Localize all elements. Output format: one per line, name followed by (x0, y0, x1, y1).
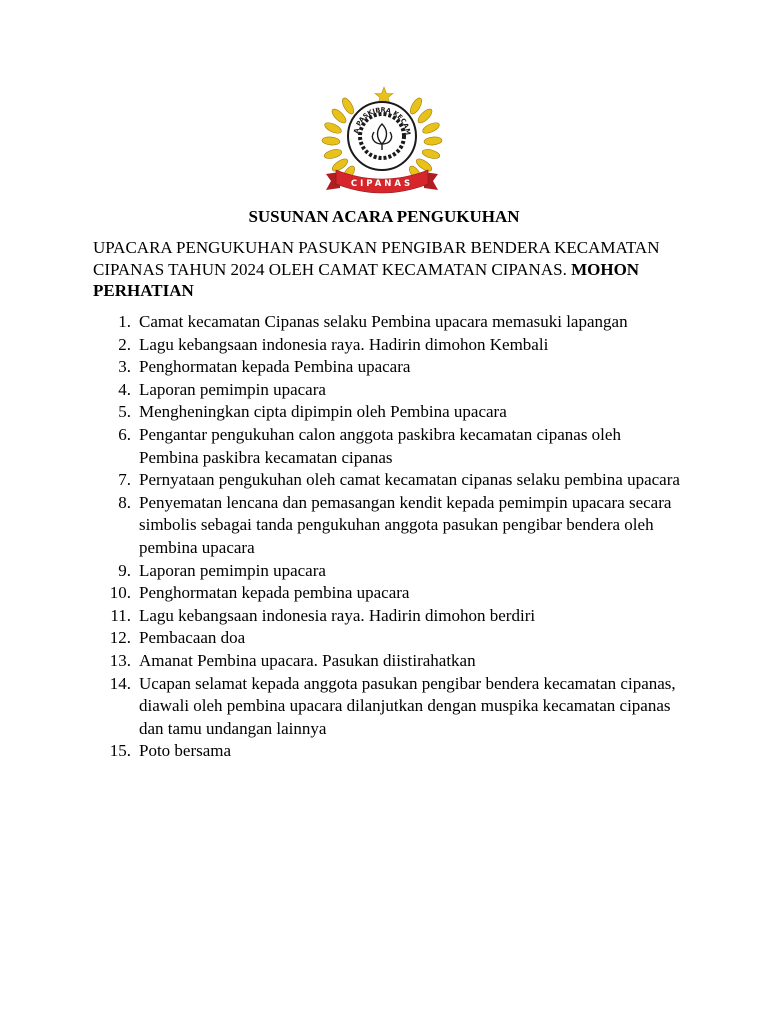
intro-text: UPACARA PENGUKUHAN PASUKAN PENGIBAR BENDERA KECAMATAN CIPANAS TAHUN 2024 OLEH CAMAT KECAMATAN CIPANAS. (93, 238, 660, 279)
list-item-number: 9. (118, 560, 131, 580)
list-item (93, 582, 683, 605)
intro-emphasis: MOHON PERHATIAN (93, 259, 640, 300)
list-item-text: Laporan pemimpin upacara (139, 560, 326, 580)
list-item-text: Penghormatan kepada pembina upacara (139, 583, 410, 603)
emblem-arc-text: A PASKIBRA KECAM (352, 105, 413, 136)
list-item-number: 12. (109, 628, 131, 648)
list-item-number: 3. (118, 357, 131, 377)
list-item (93, 469, 683, 492)
list-item (93, 401, 683, 424)
list-item (93, 356, 683, 379)
list-item-number: 15. (109, 741, 131, 761)
list-item-text: Pembacaan doa (139, 628, 246, 648)
list-item (93, 492, 683, 560)
emblem-graphic (318, 84, 446, 200)
list-item-text: Penyematan lencana dan pemasangan kendit kepada pemimpin upacara secara simbolis sebagai tanda pengukuhan anggota pasukan pengibar bendera oleh pembina upacara (139, 492, 672, 557)
list-item-number: 13. (109, 650, 131, 670)
list-item-text: Mengheningkan cipta dipimpin oleh Pembina upacara (139, 402, 507, 422)
list-item-number: 2. (118, 334, 131, 354)
list-item (93, 334, 683, 357)
paskibra-cipanas-emblem-icon (318, 84, 446, 200)
list-item-text: Lagu kebangsaan indonesia raya. Hadirin dimohon berdiri (139, 605, 536, 625)
cipanas-banner-icon (326, 170, 438, 193)
list-item-number: 8. (118, 492, 131, 512)
list-item (93, 424, 683, 469)
emblem-banner-text: CIPANAS (350, 179, 414, 189)
list-item-number: 11. (110, 605, 131, 625)
list-item (93, 560, 683, 583)
agenda-list (93, 311, 683, 763)
list-item-number: 14. (109, 673, 131, 693)
list-item-text: Pengantar pengukuhan calon anggota paskibra kecamatan cipanas oleh Pembina paskibra kecamatan cipanas (139, 424, 621, 467)
list-item-text: Pernyataan pengukuhan oleh camat kecamatan cipanas selaku pembina upacara (139, 470, 680, 490)
list-item (93, 379, 683, 402)
list-item (93, 650, 683, 673)
list-item-number: 1. (118, 312, 131, 331)
list-item-text: Penghormatan kepada Pembina upacara (139, 357, 411, 377)
list-item (93, 605, 683, 628)
list-item (93, 311, 683, 334)
list-item-number: 7. (118, 470, 131, 490)
list-item-text: Laporan pemimpin upacara (139, 379, 326, 399)
list-item-text: Poto bersama (139, 741, 232, 761)
list-item-number: 5. (118, 402, 131, 422)
page-title: SUSUNAN ACARA PENGUKUHAN (248, 207, 520, 226)
list-item-text: Lagu kebangsaan indonesia raya. Hadirin dimohon Kembali (139, 334, 549, 354)
list-item-text: Ucapan selamat kepada anggota pasukan pengibar bendera kecamatan cipanas, diawali oleh pembina upacara dilanjutkan dengan muspika kecamatan cipanas dan tamu undangan lainnya (139, 673, 676, 738)
list-item (93, 627, 683, 650)
list-item-text: Amanat Pembina upacara. Pasukan diistirahatkan (139, 650, 476, 670)
list-item (93, 673, 683, 741)
list-item (93, 740, 683, 763)
intro-paragraph (93, 237, 693, 302)
list-item-number: 10. (109, 583, 131, 603)
list-item-number: 4. (118, 379, 131, 399)
list-item-text: Camat kecamatan Cipanas selaku Pembina upacara memasuki lapangan (139, 312, 628, 331)
list-item-number: 6. (118, 424, 131, 444)
